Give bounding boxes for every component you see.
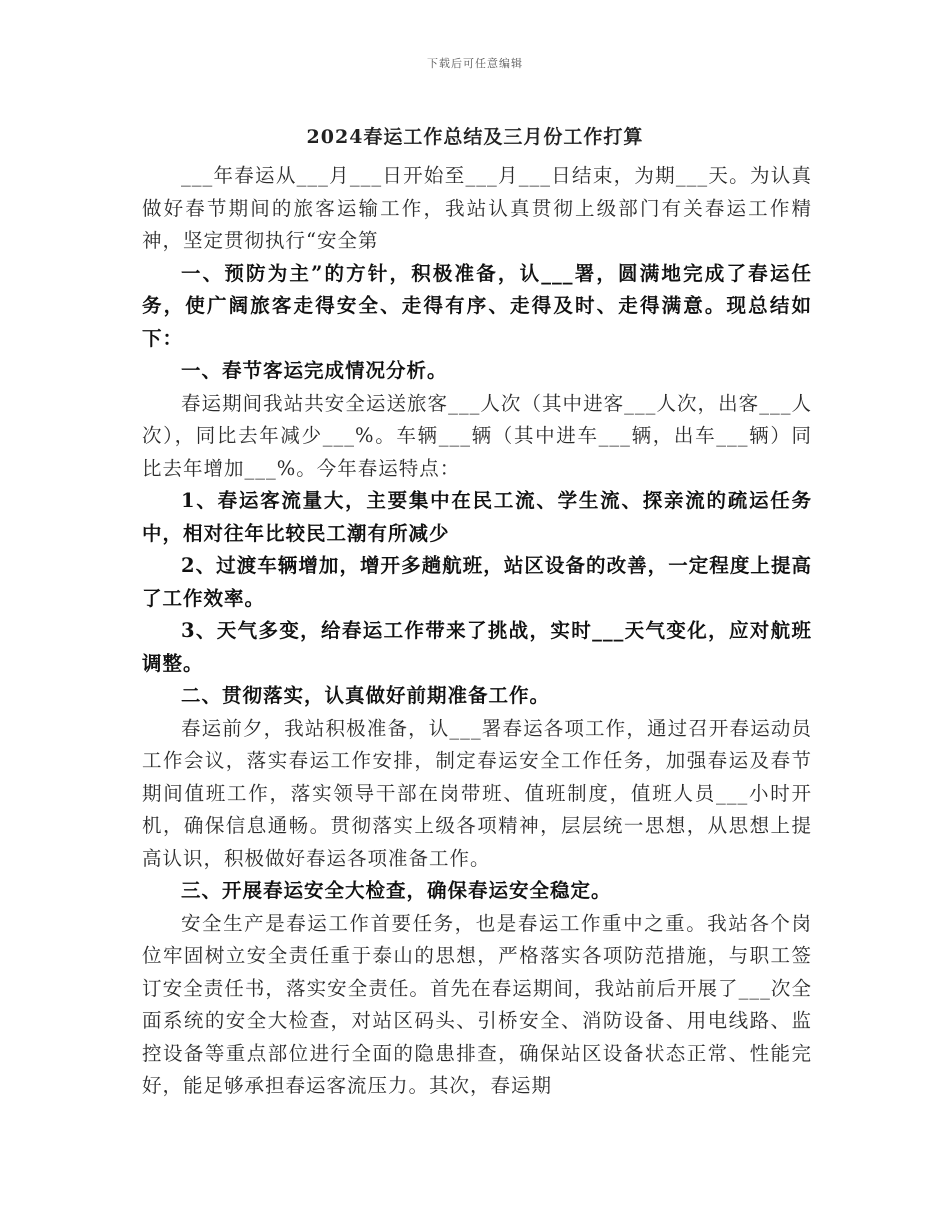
paragraph-preparation: 春运前夕，我站积极准备，认___署春运各项工作，通过召开春运动员工作会议，落实春运工作安排，制定春运安全工作任务，加强春运及春节期间值班工作，落实领导干部在岗带班、值班制度，值班人员___小时开机，确保信息通畅。贯彻落实上级各项精神，层层统一思想，从思想上提高认识，积极做好春运各项准备工作。	[142, 716, 812, 870]
section-heading-3: 三、开展春运安全大检查，确保春运安全稳定。	[181, 879, 612, 902]
paragraph-intro: ___年春运从___月___日开始至___月___日结束，为期___天。为认真做好春节期间的旅客运输工作，我站认真贯彻上级部门有关春运工作精神，坚定贯彻执行“安全第	[142, 164, 812, 252]
section-heading-1: 一、春节客运完成情况分析。	[181, 359, 448, 382]
feature-item-1: 1、春运客流量大，主要集中在民工流、学生流、探亲流的疏运任务中，相对往年比较民工潮有所减少	[142, 489, 812, 545]
document-title: 2024春运工作总结及三月份工作打算	[306, 126, 644, 148]
feature-item-2: 2、过渡车辆增加，增开多趟航班，站区设备的改善，一定程度上提高了工作效率。	[142, 554, 812, 610]
download-note: 下载后可任意编辑	[427, 57, 523, 70]
paragraph-policy: 一、预防为主”的方针，积极准备，认___署，圆满地完成了春运任务，使广阔旅客走得安全、走得有序、走得及时、走得满意。现总结如下：	[142, 261, 812, 350]
paragraph-statistics: 春运期间我站共安全运送旅客___人次（其中进客___人次，出客___人次），同比去年减少___%。车辆___辆（其中进车___辆，出车___辆）同比去年增加___%。今年春运特点：	[142, 391, 812, 480]
paragraph-safety: 安全生产是春运工作首要任务，也是春运工作重中之重。我站各个岗位牢固树立安全责任重于泰山的思想，严格落实各项防范措施，与职工签订安全责任书，落实安全责任。首先在春运期间，我站前后开展了___次全面系统的安全大检查，对站区码头、引桥安全、消防设备、用电线路、监控设备等重点部位进行全面的隐患排查，确保站区设备状态正常、性能完好，能足够承担春运客流压力。其次，春运期	[142, 911, 812, 1097]
feature-item-3: 3、天气多变，给春运工作带来了挑战，实时___天气变化，应对航班调整。	[142, 619, 812, 675]
section-heading-2: 二、贯彻落实，认真做好前期准备工作。	[181, 684, 551, 707]
document-body	[142, 160, 812, 1103]
